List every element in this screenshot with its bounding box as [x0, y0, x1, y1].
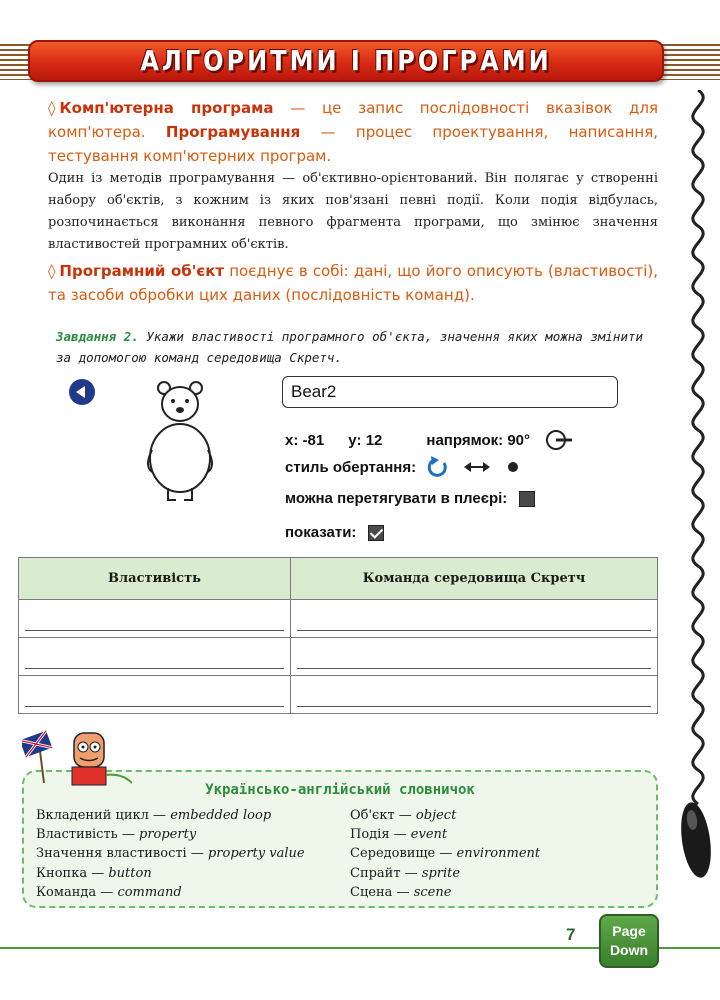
paragraph-oop: Один із методів програмування — об'єктивно-орієнтований. Він полягає у створенні набору об'єктів, з кожним із яких пов'язані певні події. Коли подія відбулась, розпочинається виконання певного фрагмента програми, що змінює значення властивостей програмних об'єктів.: [48, 171, 658, 252]
dictionary-entry: Вкладений цикл — embedded loop: [36, 808, 272, 823]
dictionary-entry: Кнопка — button: [36, 865, 152, 881]
dictionary-entry: Об'єкт — object: [350, 808, 457, 823]
page-title: АЛГОРИТМИ І ПРОГРАМИ: [140, 44, 552, 78]
definition-program: ◊ Комп'ютерна програма — це запис послідовності вказівок для комп'ютера. Програмування — процес проектування, написання, тестування комп'ютерних програм.: [48, 99, 659, 165]
properties-table: [18, 557, 658, 714]
table-row: [19, 600, 658, 638]
table-cell-answer[interactable]: [291, 676, 658, 714]
definition-object-text: поєднує в собі: дані, що його описують (властивості), та засоби обробки цих даних (послідовність команд).: [48, 262, 658, 304]
page-down-label-2: Down: [609, 942, 649, 958]
task-label: Завдання 2.: [56, 329, 139, 344]
page-down-label-1: Page: [612, 923, 646, 939]
dictionary-title: Українсько-англійський словничок: [205, 782, 475, 798]
show-label: показати:: [285, 524, 357, 541]
table-row: [19, 638, 658, 676]
y-label: y:: [348, 431, 362, 449]
table-cell-answer[interactable]: [19, 676, 291, 714]
mascot-with-flag-icon: [22, 727, 132, 787]
table-header-property: Властивість: [19, 558, 291, 600]
term-program: Комп'ютерна програма: [59, 99, 274, 117]
dictionary-entry: Значення властивості — property value: [36, 846, 305, 862]
dictionary-entry: Подія — event: [350, 827, 448, 843]
rotation-style-label: стиль обертання:: [285, 458, 417, 476]
back-arrow-icon[interactable]: [69, 379, 95, 405]
dictionary-column-right: [350, 806, 540, 902]
bear-sprite-image: [140, 380, 220, 504]
coordinates-row: [285, 427, 574, 453]
show-row: [285, 524, 384, 541]
table-cell-answer[interactable]: [291, 638, 658, 676]
x-label: x:: [285, 431, 299, 449]
draggable-row: [285, 490, 535, 507]
draggable-label: можна перетягувати в плеєрі:: [285, 490, 508, 507]
x-value: -81: [302, 431, 325, 449]
direction-dial-icon[interactable]: [544, 427, 574, 453]
task-text: Укажи властивості програмного об'єкта, значення яких можна змінити за допомогою команд середовища Скретч.: [56, 329, 644, 365]
left-right-icon[interactable]: [464, 460, 490, 474]
term-programming: Програмування: [165, 123, 301, 141]
mouse-cord-decoration: [676, 90, 720, 970]
dont-rotate-icon[interactable]: [508, 462, 518, 472]
direction-value: 90°: [507, 431, 531, 449]
dictionary-entry: Сцена — scene: [350, 884, 452, 900]
page-down-button[interactable]: [599, 914, 659, 968]
rotate-all-around-icon[interactable]: [426, 456, 450, 478]
header-banner: [28, 40, 664, 82]
table-cell-answer[interactable]: [19, 638, 291, 676]
direction-label: напрямок:: [426, 431, 504, 449]
table-row: [19, 676, 658, 714]
show-checkbox[interactable]: [368, 525, 384, 541]
task-2: [56, 326, 656, 368]
dictionary-entry: Спрайт — sprite: [350, 865, 461, 881]
draggable-checkbox[interactable]: [519, 491, 535, 507]
table-header-command: Команда середовища Скретч: [291, 558, 658, 600]
dictionary-entry: Команда — command: [36, 884, 182, 900]
table-cell-answer[interactable]: [291, 600, 658, 638]
page-number: 7: [566, 925, 576, 944]
definition-program-text: — це запис послідовності вказівок для комп'ютера.: [48, 99, 658, 141]
dictionary-entry: Властивість — property: [36, 827, 197, 843]
sprite-name-field[interactable]: Bear2: [282, 376, 618, 408]
term-object: Програмний об'єкт: [59, 262, 225, 280]
y-value: 12: [365, 431, 383, 449]
dictionary-column-left: [36, 806, 305, 902]
dictionary-entry: Середовище — environment: [350, 846, 541, 862]
dictionary-box: [22, 770, 658, 908]
definition-programming-text: — процес проектування, написання, тестування комп'ютерних програм.: [48, 123, 659, 165]
table-header-row: [19, 558, 658, 600]
definition-object: ◊ Програмний об'єкт поєднує в собі: дані, що його описують (властивості), та засоби обробки цих даних (послідовність команд).: [48, 262, 658, 304]
rotation-style-row: [285, 456, 518, 478]
table-cell-answer[interactable]: [19, 600, 291, 638]
